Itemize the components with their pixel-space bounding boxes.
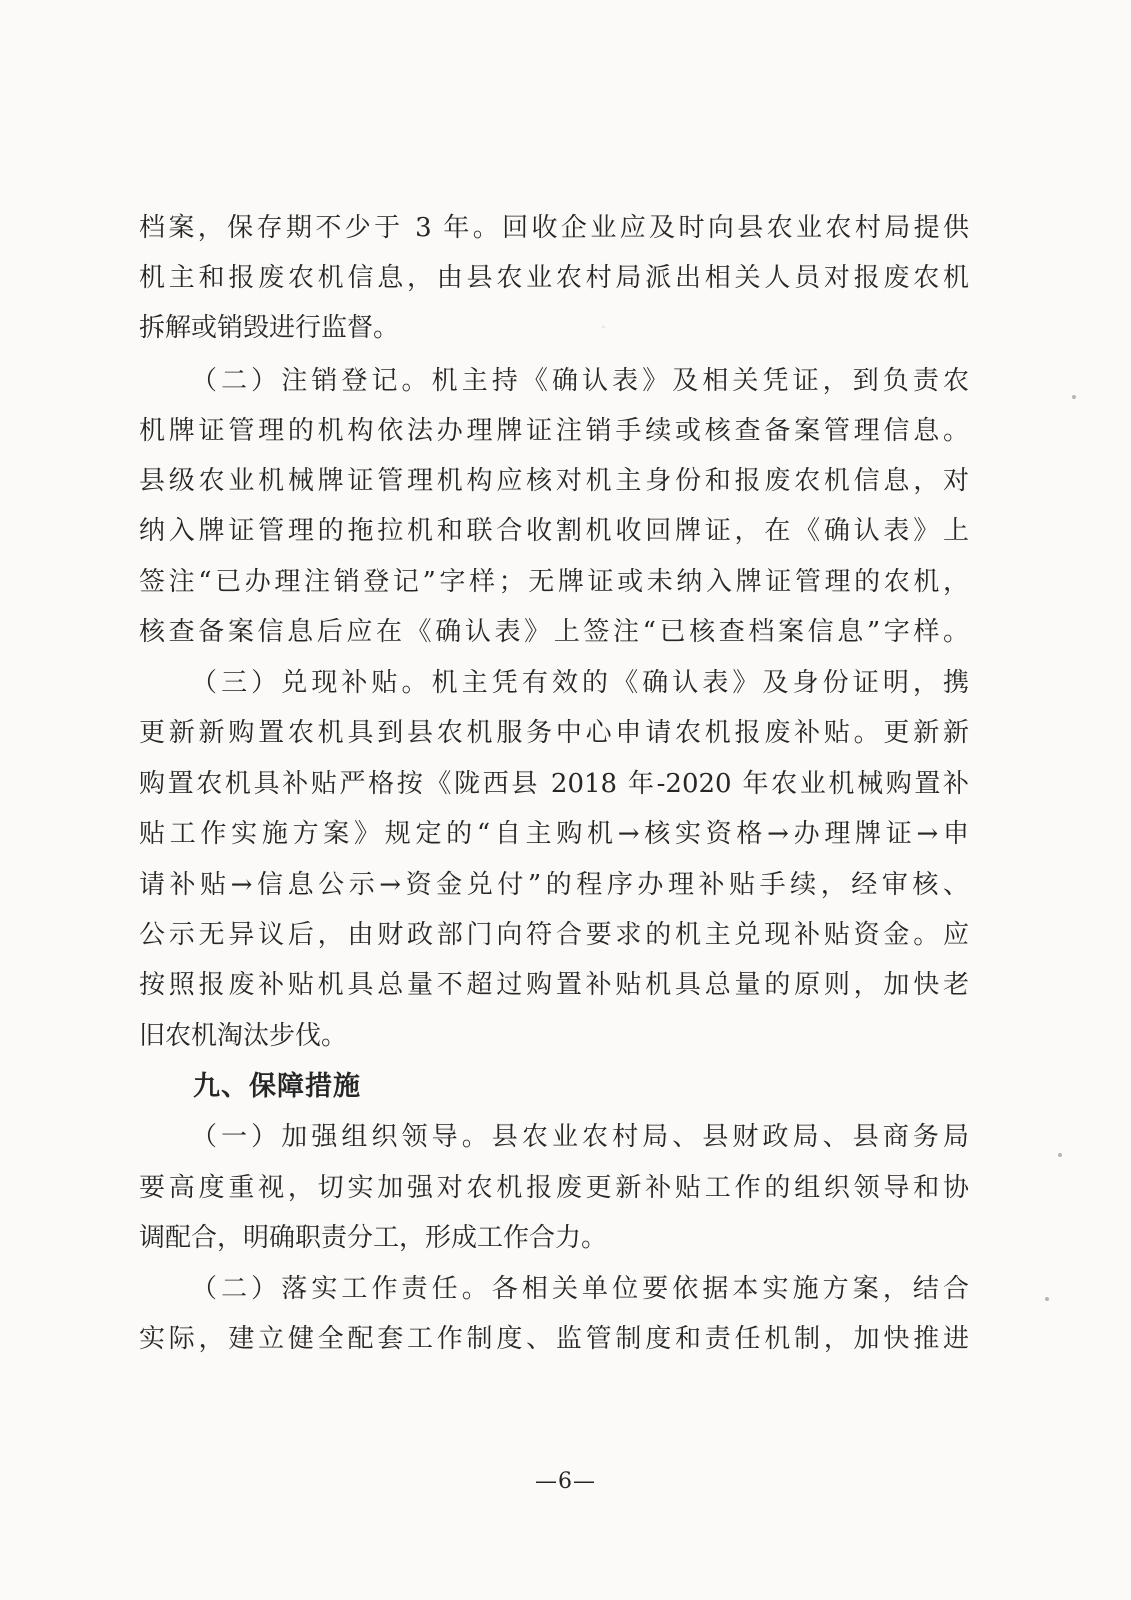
scan-speck: [1058, 1153, 1062, 1157]
body-line-3: 拆解或销毁进行监督。: [139, 313, 400, 343]
section-line-3: 调配合，明确职责分工，形成工作合力。: [139, 1223, 608, 1253]
body-line-4: （二）注销登记。机主持《确认表》及相关凭证，到负责农: [191, 366, 969, 396]
body-line-11: 更新新购置农机具到县农机服务中心申请农机报废补贴。更新新: [139, 718, 969, 748]
body-line-16: 按照报废补贴机具总量不超过购置补贴机具总量的原则，加快老: [139, 970, 969, 1000]
section-line-1: （一）加强组织领导。县农业农村局、县财政局、县商务局: [191, 1122, 969, 1152]
section-heading: 九、保障措施: [193, 1071, 361, 1102]
body-line-6: 县级农业机械牌证管理机构应核对机主身份和报废农机信息，对: [139, 466, 969, 496]
body-line-12: 购置农机具补贴严格按《陇西县 2018 年-2020 年农业机械购置补: [139, 769, 969, 799]
body-line-7: 纳入牌证管理的拖拉机和联合收割机收回牌证，在《确认表》上: [139, 516, 969, 546]
section-line-4: （二）落实工作责任。各相关单位要依据本实施方案，结合: [191, 1274, 969, 1304]
body-line-8: 签注“已办理注销登记”字样；无牌证或未纳入牌证管理的农机，: [139, 567, 969, 597]
body-line-5: 机牌证管理的机构依法办理牌证注销手续或核查备案管理信息。: [139, 416, 969, 446]
section-line-5: 实际，建立健全配套工作制度、监管制度和责任机制，加快推进: [139, 1324, 969, 1354]
scan-speck: [1072, 395, 1076, 399]
body-line-13: 贴工作实施方案》规定的“自主购机→核实资格→办理牌证→申: [139, 819, 969, 849]
page-number: —6—: [535, 1469, 596, 1494]
body-line-10: （三）兑现补贴。机主凭有效的《确认表》及身份证明，携: [191, 668, 969, 698]
body-line-1: 档案，保存期不少于 3 年。回收企业应及时向县农业农村局提供: [139, 213, 969, 243]
scan-speck: [1045, 1297, 1049, 1301]
body-line-9: 核查备案信息后应在《确认表》上签注“已核查档案信息”字样。: [139, 617, 969, 647]
section-line-2: 要高度重视，切实加强对农机报废更新补贴工作的组织领导和协: [139, 1173, 969, 1203]
bleed-through-mark: ·: [600, 316, 607, 341]
body-line-15: 公示无异议后，由财政部门向符合要求的机主兑现补贴资金。应: [139, 920, 969, 950]
body-line-17: 旧农机淘汰步伐。: [139, 1021, 348, 1051]
body-line-2: 机主和报废农机信息，由县农业农村局派出相关人员对报废农机: [139, 263, 969, 293]
body-line-14: 请补贴→信息公示→资金兑付”的程序办理补贴手续，经审核、: [139, 870, 969, 900]
